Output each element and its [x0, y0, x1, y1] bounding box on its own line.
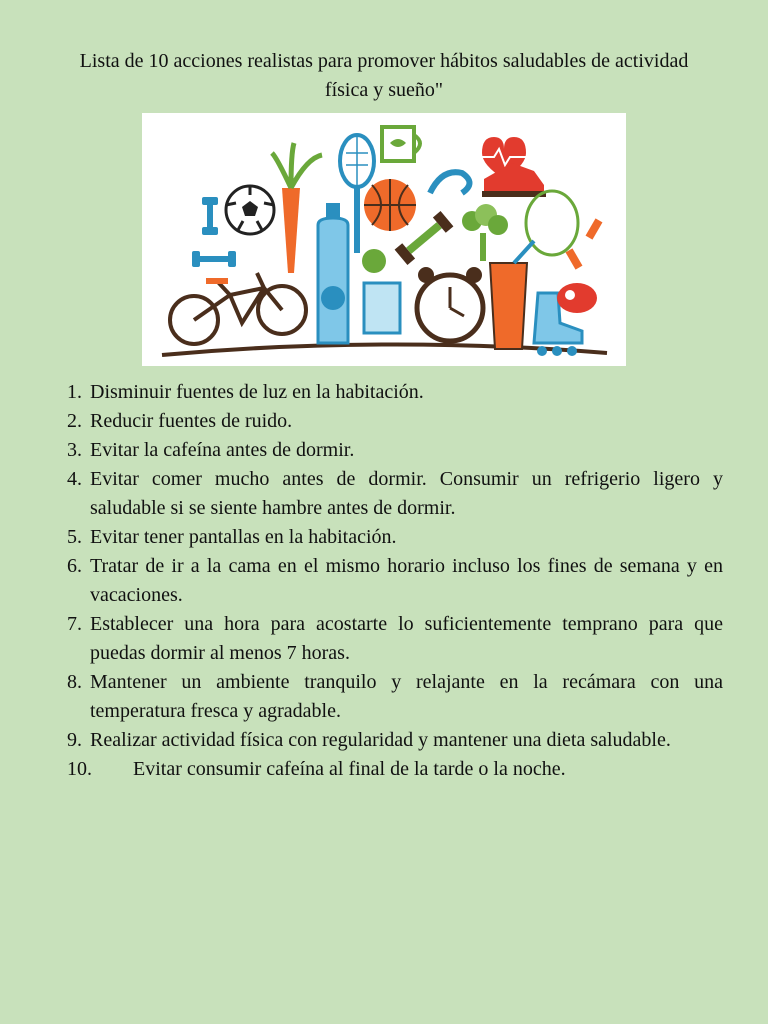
dumbbell-icon	[192, 251, 236, 267]
list-item-number: 10.	[67, 758, 92, 780]
list-item-text: Evitar comer mucho antes de dormir. Consumir un refrigerio ligero y saludable si se siente hambre antes de dormir.	[90, 468, 723, 519]
water-glass-icon	[364, 283, 400, 333]
cup-icon	[382, 127, 420, 161]
bicycle-icon	[170, 273, 306, 344]
list-item-number: 4.	[67, 468, 82, 490]
list-item-text: Realizar actividad física con regularidad y mantener una dieta saludable.	[90, 729, 671, 751]
list-item	[67, 523, 723, 552]
dumbbell-icon	[202, 197, 218, 235]
page-title: Lista de 10 acciones realistas para promover hábitos saludables de actividad física y sueño"	[79, 50, 689, 101]
list-item	[67, 755, 723, 784]
list-item-text: Disminuir fuentes de luz en la habitación.	[90, 381, 424, 403]
list-item-text: Reducir fuentes de ruido.	[90, 410, 293, 432]
list-item-number: 6.	[67, 555, 82, 577]
healthy-habits-illustration	[142, 113, 626, 366]
list-item	[67, 378, 723, 407]
habits-list	[67, 378, 723, 784]
list-item-number: 1.	[67, 381, 82, 403]
list-item-text: Establecer una hora para acostarte lo suficientemente temprano para que puedas dormir al menos 7 horas.	[90, 613, 723, 664]
list-item-number: 2.	[67, 410, 82, 432]
list-item-text: Tratar de ir a la cama en el mismo horario incluso los fines de semana y en vacaciones.	[90, 555, 723, 606]
list-item-number: 8.	[67, 671, 82, 693]
list-item	[67, 668, 723, 726]
jump-rope-icon	[526, 191, 602, 270]
broccoli-icon	[462, 204, 508, 261]
tennis-ball-icon	[362, 249, 386, 273]
list-item	[67, 610, 723, 668]
list-item	[67, 465, 723, 523]
list-item-text: Evitar consumir cafeína al final de la tarde o la noche.	[133, 758, 566, 780]
list-item-number: 7.	[67, 613, 82, 635]
alarm-clock-icon	[417, 267, 483, 341]
basketball-icon	[364, 179, 416, 231]
carrot-icon	[272, 143, 322, 273]
list-item	[67, 552, 723, 610]
juice-glass-icon	[490, 241, 534, 349]
soccer-ball-icon	[226, 186, 274, 234]
water-bottle-icon	[318, 203, 348, 343]
list-item-text: Evitar tener pantallas en la habitación.	[90, 526, 397, 548]
meat-icon	[557, 283, 597, 313]
list-item	[67, 726, 723, 755]
list-item-text: Evitar la cafeína antes de dormir.	[90, 439, 355, 461]
list-item-number: 3.	[67, 439, 82, 461]
measuring-tape-icon	[430, 172, 470, 193]
list-item	[67, 407, 723, 436]
list-item-number: 5.	[67, 526, 82, 548]
list-item-number: 9.	[67, 729, 82, 751]
list-item-text: Mantener un ambiente tranquilo y relajante en la recámara con una temperatura fresca y agradable.	[90, 671, 723, 722]
list-item	[67, 436, 723, 465]
